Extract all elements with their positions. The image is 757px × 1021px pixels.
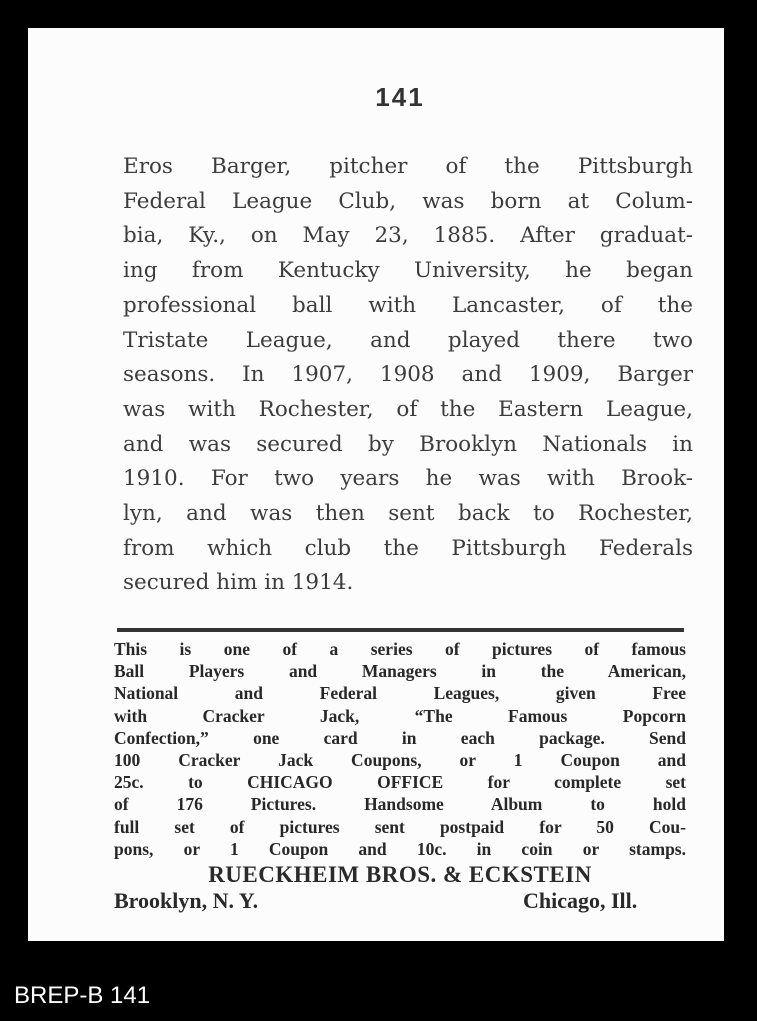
ad-line: Ball Players and Managers in the American, <box>114 661 686 682</box>
city-brooklyn: Brooklyn, N. Y. <box>114 888 259 913</box>
ad-line: 25c. to CHICAGO OFFICE for complete set <box>114 772 686 793</box>
card-number: 141 <box>375 82 425 112</box>
bio-line: secured him in 1914. <box>123 570 354 596</box>
ad-line: This is one of a series of pictures of famous <box>114 639 686 659</box>
advertisement-text <box>114 638 686 860</box>
bio-line: Federal League Club, was born at Colum- <box>123 188 693 214</box>
bio-line: was with Rochester, of the Eastern League, <box>123 396 693 422</box>
ad-line: with Cracker Jack, “The Famous Popcorn <box>114 705 686 726</box>
bio-line: 1910. For two years he was with Brook- <box>123 466 693 492</box>
bio-line: professional ball with Lancaster, of the <box>123 292 693 318</box>
ad-line: pons, or 1 Coupon and 10c. in coin or stamps. <box>114 838 686 859</box>
ad-line: National and Federal Leagues, given Free <box>114 683 686 704</box>
company-name: RUECKHEIM BROS. & ECKSTEIN <box>208 862 592 887</box>
player-biography <box>123 150 693 601</box>
ad-line: of 176 Pictures. Handsome Album to hold <box>114 794 686 815</box>
ad-line: full set of pictures sent postpaid for 50 Cou- <box>114 816 686 837</box>
card-back <box>28 28 724 941</box>
bio-line: and was secured by Brooklyn Nationals in <box>123 431 693 457</box>
bio-line: lyn, and was then sent back to Rochester, <box>123 501 693 527</box>
divider-rule <box>117 628 684 632</box>
ad-line: 100 Cracker Jack Coupons, or 1 Coupon and <box>114 750 686 771</box>
bio-line: from which club the Pittsburgh Federals <box>123 535 693 561</box>
bio-line: bia, Ky., on May 23, 1885. After graduat- <box>123 223 693 249</box>
bio-line: seasons. In 1907, 1908 and 1909, Barger <box>123 362 693 388</box>
city-chicago: Chicago, Ill. <box>523 888 638 913</box>
bio-line: Tristate League, and played there two <box>123 327 693 353</box>
ad-line: Confection,” one card in each package. Send <box>114 727 686 748</box>
bio-line: ing from Kentucky University, he began <box>123 258 693 284</box>
image-caption: BREP-B 141 <box>14 982 151 1009</box>
bio-line: Eros Barger, pitcher of the Pittsburgh <box>123 154 693 179</box>
